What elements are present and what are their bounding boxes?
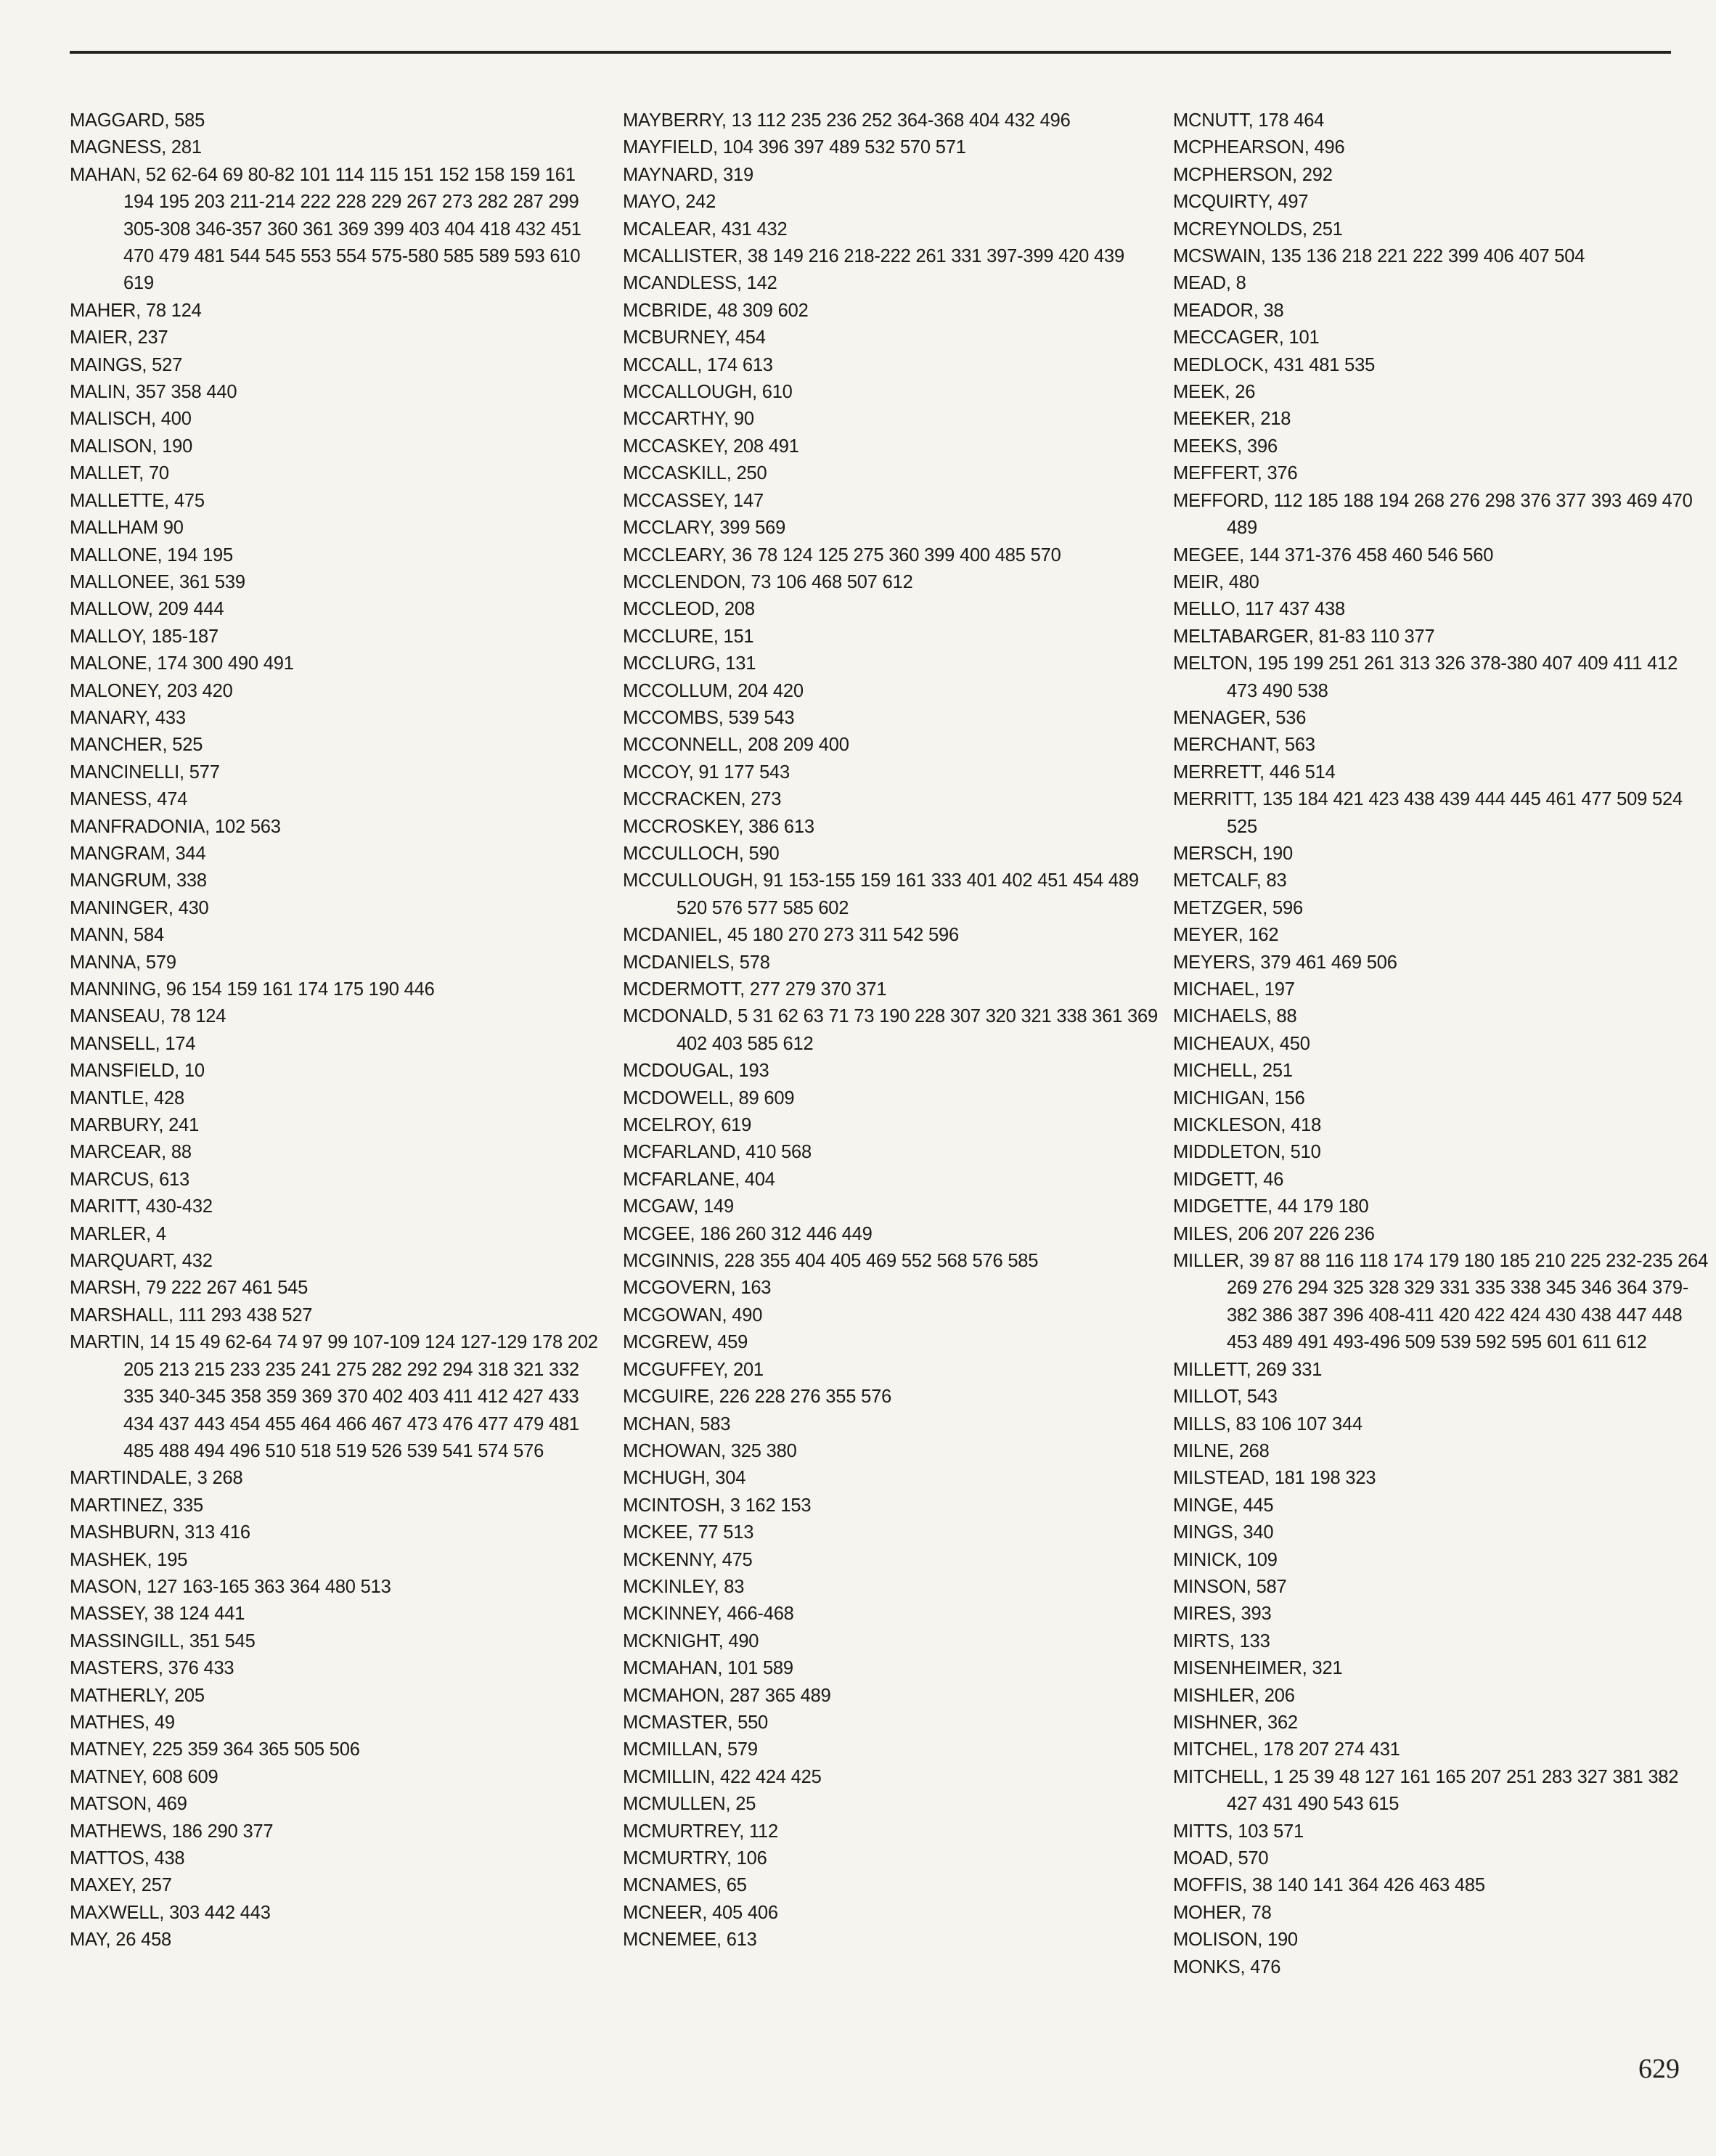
- index-column-3: [1173, 107, 1710, 1981]
- index-entry: MEEK, 26: [1173, 382, 1256, 403]
- index-entry: MCKNIGHT, 490: [623, 1630, 759, 1651]
- index-entry: MCELROY, 619: [623, 1115, 752, 1136]
- index-entry: MANCINELLI, 577: [70, 761, 220, 783]
- index-entry: MAHER, 78 124: [70, 300, 202, 321]
- index-entry: MCMAHON, 287 365 489: [623, 1685, 831, 1706]
- index-entry: MCCASSEY, 147: [623, 490, 764, 511]
- index-entry: MITTS, 103 571: [1173, 1821, 1304, 1842]
- index-entry: MCNAMES, 65: [623, 1875, 747, 1896]
- index-entry: MAYO, 242: [623, 192, 716, 213]
- index-entry: MOLISON, 190: [1173, 1930, 1298, 1951]
- index-entry: MAY, 26 458: [70, 1930, 172, 1951]
- index-entry: MATSON, 469: [70, 1794, 187, 1815]
- index-entry: MICHELL, 251: [1173, 1061, 1293, 1082]
- index-entry: MILLETT, 269 331: [1173, 1359, 1323, 1380]
- index-entry: MALLONEE, 361 539: [70, 571, 245, 592]
- index-entry: MAYNARD, 319: [623, 164, 753, 185]
- index-entry: MCCLURG, 131: [623, 653, 756, 674]
- index-entry: MALONEY, 203 420: [70, 680, 233, 701]
- index-entry: MEGEE, 144 371-376 458 460 546 560: [1173, 544, 1494, 565]
- index-entry: MISENHEIMER, 321: [1173, 1658, 1343, 1679]
- index-entry: MALLOY, 185-187: [70, 626, 218, 647]
- index-entry: MCHUGH, 304: [623, 1468, 746, 1489]
- index-entry: MAINGS, 527: [70, 354, 183, 375]
- index-entry: MCKINLEY, 83: [623, 1576, 745, 1597]
- index-entry: MASHEK, 195: [70, 1549, 188, 1570]
- index-entry: METCALF, 83: [1173, 870, 1287, 891]
- index-entry: MCGINNIS, 228 355 404 405 469 552 568 576 585: [623, 1251, 1039, 1272]
- index-entry: MATHEWS, 186 290 377: [70, 1821, 274, 1842]
- index-entry: MALLETTE, 475: [70, 490, 205, 511]
- index-entry: MANGRAM, 344: [70, 843, 206, 864]
- index-entry: MELLO, 117 437 438: [1173, 599, 1345, 620]
- index-entry: MCGAW, 149: [623, 1196, 734, 1217]
- index-entry: MILSTEAD, 181 198 323: [1173, 1468, 1376, 1489]
- index-entry: MCKINNEY, 466-468: [623, 1604, 794, 1625]
- index-entry: MAGNESS, 281: [70, 137, 202, 158]
- index-entry: MARCEAR, 88: [70, 1142, 192, 1163]
- index-entry: MEADOR, 38: [1173, 300, 1284, 321]
- index-entry: MCDANIELS, 578: [623, 952, 770, 973]
- index-entry: MAIER, 237: [70, 327, 168, 348]
- index-entry: MATHES, 49: [70, 1712, 175, 1733]
- index-entry: MCNUTT, 178 464: [1173, 110, 1325, 131]
- index-entry: MANSFIELD, 10: [70, 1061, 205, 1082]
- index-entry: MALONE, 174 300 490 491: [70, 653, 294, 674]
- index-entry: MCCOY, 91 177 543: [623, 761, 790, 783]
- index-entry: MCSWAIN, 135 136 218 221 222 399 406 407 504: [1173, 246, 1585, 267]
- index-entry: MANSELL, 174: [70, 1033, 196, 1054]
- index-entry: MCCLENDON, 73 106 468 507 612: [623, 571, 913, 592]
- header-rule: [70, 51, 1671, 54]
- index-entry: MCGEE, 186 260 312 446 449: [623, 1223, 873, 1244]
- index-entry: MCFARLAND, 410 568: [623, 1142, 812, 1163]
- index-entry: MEEKER, 218: [1173, 409, 1291, 430]
- index-entry: MILES, 206 207 226 236: [1173, 1223, 1375, 1244]
- index-entry: MCQUIRTY, 497: [1173, 192, 1309, 213]
- index-entry: MAYBERRY, 13 112 235 236 252 364-368 404 432 496: [623, 110, 1071, 131]
- index-column-1: [70, 107, 607, 1954]
- index-entry: MIRES, 393: [1173, 1604, 1272, 1625]
- index-entry: MCCULLOCH, 590: [623, 843, 780, 864]
- index-entry: MANN, 584: [70, 925, 164, 946]
- index-entry: MCCARTHY, 90: [623, 409, 754, 430]
- index-entry: MARTINEZ, 335: [70, 1495, 203, 1516]
- index-entry: MASSINGILL, 351 545: [70, 1630, 256, 1651]
- index-entry: MCGOWAN, 490: [623, 1304, 763, 1326]
- index-entry: MANINGER, 430: [70, 897, 209, 918]
- index-entry: MCCOLLUM, 204 420: [623, 680, 804, 701]
- index-entry: MIDGETT, 46: [1173, 1169, 1284, 1190]
- index-entry: MANGRUM, 338: [70, 870, 207, 891]
- index-entry: MANARY, 433: [70, 707, 186, 728]
- index-entry: MERCHANT, 563: [1173, 735, 1315, 756]
- index-entry: MASON, 127 163-165 363 364 480 513: [70, 1576, 391, 1597]
- index-entry: MARITT, 430-432: [70, 1196, 213, 1217]
- index-entry: MIDDLETON, 510: [1173, 1142, 1321, 1163]
- index-entry: MCMASTER, 550: [623, 1712, 769, 1733]
- index-entry: MCMURTREY, 112: [623, 1821, 779, 1842]
- index-entry: MCKENNY, 475: [623, 1549, 753, 1570]
- index-entry: MALISCH, 400: [70, 409, 192, 430]
- index-entry: MELTABARGER, 81-83 110 377: [1173, 626, 1435, 647]
- index-entry: MERRITT, 135 184 421 423 438 439 444 445 461 477 509 524 525: [1173, 789, 1683, 837]
- index-entry: MITCHELL, 1 25 39 48 127 161 165 207 251 283 327 381 382 427 431 490 543 615: [1173, 1766, 1679, 1815]
- index-entry: MATNEY, 608 609: [70, 1766, 218, 1787]
- index-entry: MAXEY, 257: [70, 1875, 172, 1896]
- index-entry: MARSH, 79 222 267 461 545: [70, 1278, 309, 1299]
- index-entry: MENAGER, 536: [1173, 707, 1307, 728]
- index-entry: MASSEY, 38 124 441: [70, 1604, 245, 1625]
- index-column-2: [623, 107, 1160, 1954]
- index-entry: MARBURY, 241: [70, 1115, 200, 1136]
- index-entry: MALLHAM 90: [70, 518, 184, 539]
- index-entry: MAYFIELD, 104 396 397 489 532 570 571: [623, 137, 966, 158]
- index-entry: MIRTS, 133: [1173, 1630, 1270, 1651]
- index-entry: MANNA, 579: [70, 952, 176, 973]
- index-entry: MCGUFFEY, 201: [623, 1359, 764, 1380]
- index-entry: MATHERLY, 205: [70, 1685, 205, 1706]
- index-entry: MARCUS, 613: [70, 1169, 190, 1190]
- index-entry: MCGUIRE, 226 228 276 355 576: [623, 1387, 892, 1408]
- index-entry: MCDOWELL, 89 609: [623, 1087, 795, 1108]
- index-entry: MCCASKILL, 250: [623, 463, 767, 484]
- index-entry: MCMURTRY, 106: [623, 1848, 767, 1869]
- index-entry: MOFFIS, 38 140 141 364 426 463 485: [1173, 1875, 1485, 1896]
- index-entry: MCCROSKEY, 386 613: [623, 816, 814, 837]
- index-entry: MCCLURE, 151: [623, 626, 754, 647]
- index-entry: MAHAN, 52 62-64 69 80-82 101 114 115 151 152 158 159 161 194 195 203 211-214 222 228 229 267 273 282 287 299 305-308 346-357 360 361 369 399 403 404 418 432 451 470 479 481 544 545 553 554 575-580 585 589 593 610 619: [70, 164, 581, 294]
- index-entry: MCMILLAN, 579: [623, 1739, 758, 1760]
- index-entry: MCBURNEY, 454: [623, 327, 766, 348]
- index-entry: MCMAHAN, 101 589: [623, 1658, 793, 1679]
- index-entry: MEFFORD, 112 185 188 194 268 276 298 376 377 393 469 470 489: [1173, 490, 1693, 539]
- index-entry: MCMILLIN, 422 424 425: [623, 1766, 822, 1787]
- index-entry: MICHAELS, 88: [1173, 1006, 1297, 1027]
- index-entry: MILNE, 268: [1173, 1440, 1270, 1461]
- index-entry: MATNEY, 225 359 364 365 505 506: [70, 1739, 360, 1760]
- index-entry: MONKS, 476: [1173, 1956, 1281, 1977]
- index-entry: MINGE, 445: [1173, 1495, 1274, 1516]
- index-entry: MCDANIEL, 45 180 270 273 311 542 596: [623, 925, 959, 946]
- index-entry: MARTIN, 14 15 49 62-64 74 97 99 107-109 124 127-129 178 202 205 213 215 233 235 241 275 282 292 294 318 321 332 335 340-345 358 359 369 370 402 403 411 412 427 433 434 437 443 454 455 464 466 467 473 476 477 479 481 485 488 494 496 510 518 519 526 539 541 574 576: [70, 1332, 598, 1461]
- index-entry: MALLET, 70: [70, 463, 169, 484]
- index-entry: MASHBURN, 313 416: [70, 1522, 250, 1543]
- index-entry: MCCOMBS, 539 543: [623, 707, 795, 728]
- index-entry: MILLER, 39 87 88 116 118 174 179 180 185 210 225 232-235 264 269 276 294 325 328 329 331 335 338 345 346 364 379-382 386 387 396 408-411 420 422 424 430 438 447 448 453 489 491 493-496 509 539 592 595 601 611 612: [1173, 1251, 1709, 1353]
- index-entry: MCPHERSON, 292: [1173, 164, 1333, 185]
- index-entry: MANSEAU, 78 124: [70, 1006, 226, 1027]
- index-entry: MCDONALD, 5 31 62 63 71 73 190 228 307 320 321 338 361 369 402 403 585 612: [623, 1006, 1158, 1054]
- index-entry: MICHAEL, 197: [1173, 979, 1295, 1000]
- index-entry: MEYERS, 379 461 469 506: [1173, 952, 1397, 973]
- index-entry: MICKLESON, 418: [1173, 1115, 1322, 1136]
- index-entry: MILLS, 83 106 107 344: [1173, 1413, 1362, 1434]
- index-entry: MIDGETTE, 44 179 180: [1173, 1196, 1369, 1217]
- index-entry: MCCALL, 174 613: [623, 354, 773, 375]
- index-entry: MINICK, 109: [1173, 1549, 1278, 1570]
- index-entry: MICHEAUX, 450: [1173, 1033, 1310, 1054]
- index-entry: MALIN, 357 358 440: [70, 382, 237, 403]
- index-entry: MCDERMOTT, 277 279 370 371: [623, 979, 887, 1000]
- index-entry: MCBRIDE, 48 309 602: [623, 300, 809, 321]
- index-entry: MANCHER, 525: [70, 735, 203, 756]
- index-entry: MANNING, 96 154 159 161 174 175 190 446: [70, 979, 435, 1000]
- index-entry: MCCLEOD, 208: [623, 599, 755, 620]
- index-entry: MEFFERT, 376: [1173, 463, 1298, 484]
- index-entry: MASTERS, 376 433: [70, 1658, 234, 1679]
- index-entry: MANFRADONIA, 102 563: [70, 816, 281, 837]
- index-entry: MCCASKEY, 208 491: [623, 436, 799, 457]
- index-entry: MEEKS, 396: [1173, 436, 1278, 457]
- index-entry: MCINTOSH, 3 162 153: [623, 1495, 812, 1516]
- index-entry: MCCONNELL, 208 209 400: [623, 735, 849, 756]
- index-entry: MERRETT, 446 514: [1173, 761, 1336, 783]
- index-entry: MARQUART, 432: [70, 1251, 213, 1272]
- index-entry: MCHOWAN, 325 380: [623, 1440, 797, 1461]
- index-entry: MARSHALL, 111 293 438 527: [70, 1304, 313, 1326]
- index-entry: MOHER, 78: [1173, 1902, 1272, 1923]
- index-entry: MISHLER, 206: [1173, 1685, 1295, 1706]
- index-entry: MINSON, 587: [1173, 1576, 1287, 1597]
- index-entry: MISHNER, 362: [1173, 1712, 1298, 1733]
- index-entry: MAGGARD, 585: [70, 110, 205, 131]
- index-entry: MILLOT, 543: [1173, 1387, 1278, 1408]
- index-entry: MCANDLESS, 142: [623, 273, 777, 294]
- index-entry: MCGOVERN, 163: [623, 1278, 772, 1299]
- index-entry: MEAD, 8: [1173, 273, 1246, 294]
- index-entry: MCGREW, 459: [623, 1332, 748, 1353]
- index-entry: MEYER, 162: [1173, 925, 1279, 946]
- index-entry: MALLOW, 209 444: [70, 599, 224, 620]
- index-entry: MITCHEL, 178 207 274 431: [1173, 1739, 1400, 1760]
- index-entry: MCCALLOUGH, 610: [623, 382, 793, 403]
- index-entry: METZGER, 596: [1173, 897, 1303, 918]
- index-entry: MCALEAR, 431 432: [623, 219, 788, 240]
- index-entry: MATTOS, 438: [70, 1848, 185, 1869]
- index-entry: MCCLEARY, 36 78 124 125 275 360 399 400 485 570: [623, 544, 1061, 565]
- index-entry: MERSCH, 190: [1173, 843, 1294, 864]
- index-entry: MCKEE, 77 513: [623, 1522, 754, 1543]
- index-entry: MALLONE, 194 195: [70, 544, 234, 565]
- index-entry: MCFARLANE, 404: [623, 1169, 775, 1190]
- index-entry: MANTLE, 428: [70, 1087, 184, 1108]
- index-entry: MCMULLEN, 25: [623, 1794, 756, 1815]
- index-entry: MCHAN, 583: [623, 1413, 731, 1434]
- index-entry: MCREYNOLDS, 251: [1173, 219, 1343, 240]
- index-entry: MCDOUGAL, 193: [623, 1061, 769, 1082]
- index-entry: MCNEER, 405 406: [623, 1902, 778, 1923]
- index-entry: MCCLARY, 399 569: [623, 518, 786, 539]
- page-number: 629: [1638, 2054, 1680, 2084]
- index-entry: MEDLOCK, 431 481 535: [1173, 354, 1376, 375]
- index-entry: MINGS, 340: [1173, 1522, 1274, 1543]
- index-entry: MCCRACKEN, 273: [623, 789, 782, 810]
- index-entry: MANESS, 474: [70, 789, 188, 810]
- index-entry: MALISON, 190: [70, 436, 193, 457]
- index-entry: MARLER, 4: [70, 1223, 166, 1244]
- index-entry: MCALLISTER, 38 149 216 218-222 261 331 397-399 420 439: [623, 246, 1124, 267]
- index-entry: MCPHEARSON, 496: [1173, 137, 1345, 158]
- index-entry: MARTINDALE, 3 268: [70, 1468, 243, 1489]
- index-entry: MOAD, 570: [1173, 1848, 1269, 1869]
- index-entry: MAXWELL, 303 442 443: [70, 1902, 271, 1923]
- index-entry: MCNEMEE, 613: [623, 1930, 757, 1951]
- index-entry: MECCAGER, 101: [1173, 327, 1320, 348]
- index-entry: MICHIGAN, 156: [1173, 1087, 1305, 1108]
- index-entry: MELTON, 195 199 251 261 313 326 378-380 407 409 411 412 473 490 538: [1173, 653, 1678, 701]
- index-entry: MCCULLOUGH, 91 153-155 159 161 333 401 402 451 454 489 520 576 577 585 602: [623, 870, 1139, 918]
- index-entry: MEIR, 480: [1173, 571, 1259, 592]
